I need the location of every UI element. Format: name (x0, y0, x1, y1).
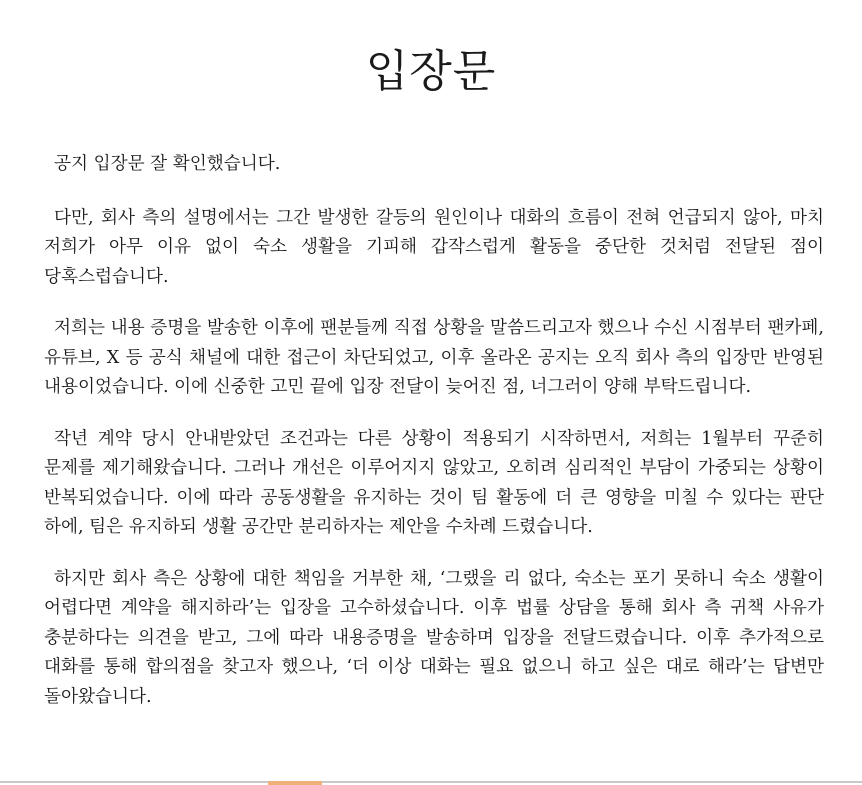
document-title: 입장문 (365, 46, 497, 97)
paragraph-3: 저희는 내용 증명을 발송한 이후에 팬분들께 직접 상황을 말씀드리고자 했으나 수신 시점부터 팬카페, 유튜브, X 등 공식 채널에 대한 접근이 차단되었고, 이후 올라온 공지는 오직 회사 측의 입장만 반영된 내용이었습니다. 이에 신중한 고민 끝에 입장 전달이 늦어진 점, 너그러이 양해 부탁드립니다. (44, 318, 824, 397)
bottom-accent-bar (268, 781, 322, 785)
document-body (44, 150, 824, 734)
paragraph-2: 다만, 회사 측의 설명에서는 그간 발생한 갈등의 원인이나 대화의 흐름이 전혀 언급되지 않아, 마치 저희가 아무 이유 없이 숙소 생활을 기피해 갑작스럽게 활동을 중단한 것처럼 전달된 점이 당혹스럽습니다. (44, 207, 824, 287)
bottom-divider (0, 781, 862, 783)
paragraph-5: 하지만 회사 측은 상황에 대한 책임을 거부한 채, ‘그랬을 리 없다, 숙소는 포기 못하니 숙소 생활이 어렵다면 계약을 해지하라’는 입장을 고수하셨습니다. 이후 법률 상담을 통해 회사 측 귀책 사유가 충분하다는 의견을 받고, 그에 따라 내용증명을 발송하며 입장을 전달드렸습니다. 이후 추가적으로 대화를 통해 합의점을 찾고자 했으나, ‘더 이상 대화는 필요 없으니 하고 싶은 대로 해라’는 답변만 돌아왔습니다. (44, 568, 824, 707)
paragraph-1: 공지 입장문 잘 확인했습니다. (54, 154, 281, 174)
paragraph-4: 작년 계약 당시 안내받았던 조건과는 다른 상황이 적용되기 시작하면서, 저희는 1월부터 꾸준히 문제를 제기해왔습니다. 그러나 개선은 이루어지지 않았고, 오히려 심리적인 부담이 가중되는 상황이 반복되었습니다. 이에 따라 공동생활을 유지하는 것이 팀 활동에 더 큰 영향을 미칠 수 있다는 판단 하에, 팀은 유지하되 생활 공간만 분리하자는 제안을 수차례 드렸습니다. (44, 428, 824, 537)
